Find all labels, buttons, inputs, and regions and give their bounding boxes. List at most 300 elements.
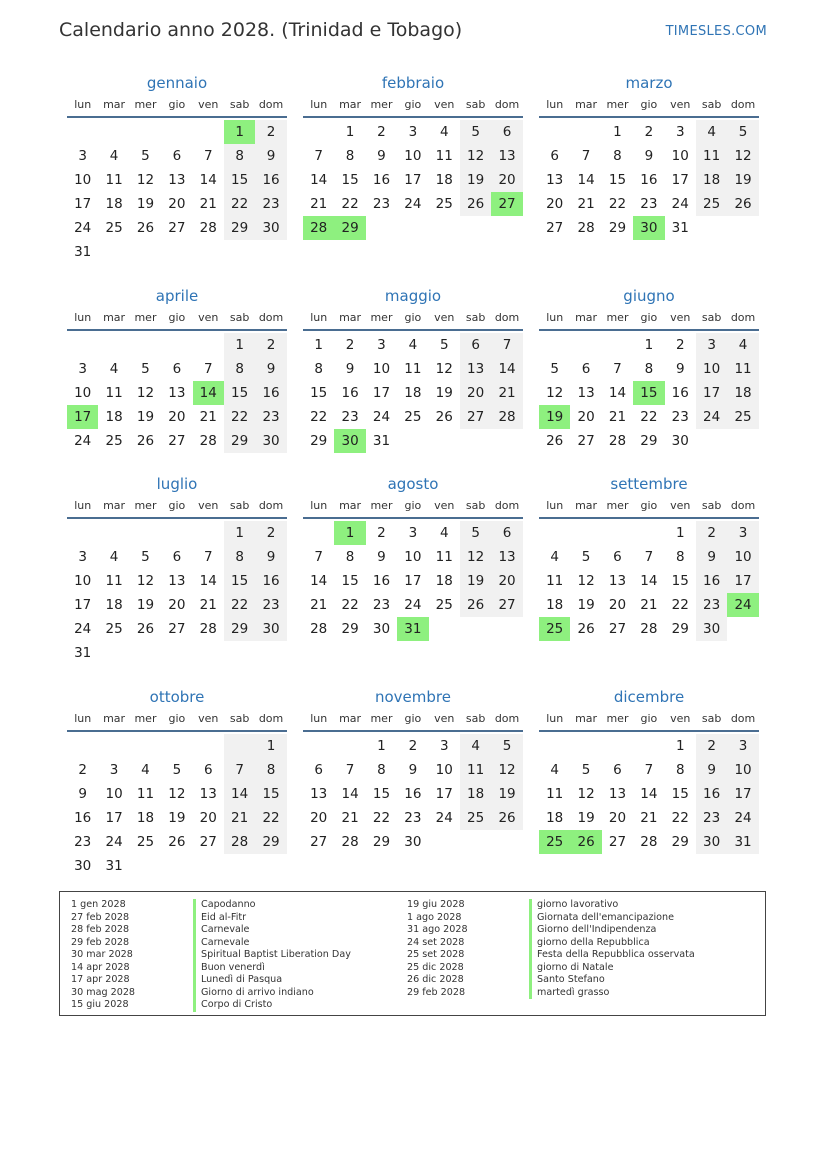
empty-day [67, 734, 98, 758]
day: 21 [224, 806, 255, 830]
day: 25 [460, 806, 491, 830]
weekday-label: mer [370, 311, 393, 324]
month-settembre [539, 473, 759, 641]
weekday-header [539, 307, 759, 331]
day: 26 [546, 433, 564, 449]
weekday-label: mer [134, 499, 157, 512]
day: 14 [341, 786, 359, 802]
day: 13 [491, 144, 522, 168]
day: 2 [78, 762, 87, 778]
day: 6 [613, 762, 622, 778]
day: 2 [644, 124, 654, 140]
day: 9 [644, 148, 654, 164]
day: 14 [310, 172, 328, 188]
empty-day [303, 521, 334, 545]
day: 28 [199, 621, 217, 637]
day: 23 [696, 806, 727, 830]
day: 9 [377, 549, 386, 565]
holiday-legend [59, 891, 766, 1016]
legend-date: 29 feb 2028 [407, 986, 466, 998]
weekday-label: sab [465, 712, 486, 725]
day: 8 [644, 361, 654, 377]
day: 13 [608, 786, 627, 802]
day: 26 [491, 806, 522, 830]
day: 23 [255, 593, 286, 617]
month-aprile [67, 285, 287, 453]
month-agosto [303, 473, 523, 641]
day: 6 [172, 549, 182, 565]
day: 21 [491, 381, 522, 405]
day: 15 [224, 569, 255, 593]
empty-day [130, 521, 161, 545]
weekday-label: mar [103, 98, 126, 111]
day: 31 [727, 830, 758, 854]
day: 9 [78, 786, 87, 802]
month-ottobre [67, 686, 287, 878]
weekday-label: sab [701, 499, 722, 512]
day: 27 [460, 405, 491, 429]
legend-date: 24 set 2028 [407, 936, 465, 948]
holiday-day: 1 [334, 521, 365, 545]
weekday-label: gio [640, 311, 658, 324]
day: 18 [546, 810, 564, 826]
day: 8 [345, 549, 355, 565]
day: 7 [203, 361, 213, 377]
day: 28 [199, 220, 217, 236]
day: 7 [613, 361, 622, 377]
day: 28 [341, 834, 359, 850]
day: 2 [696, 521, 727, 545]
day: 6 [314, 762, 323, 778]
day: 23 [671, 409, 689, 425]
day: 9 [377, 148, 386, 164]
month-gennaio [67, 72, 287, 264]
empty-day [602, 333, 633, 357]
day: 5 [460, 521, 491, 545]
day: 5 [727, 120, 758, 144]
day: 11 [105, 573, 123, 589]
day-grid [303, 120, 523, 240]
day: 3 [78, 361, 87, 377]
month-febbraio [303, 72, 523, 240]
holiday-day: 25 [539, 617, 570, 641]
day: 3 [408, 525, 418, 541]
day: 20 [168, 409, 186, 425]
day: 8 [675, 549, 685, 565]
day: 18 [105, 409, 123, 425]
day: 4 [550, 762, 559, 778]
day: 22 [671, 810, 689, 826]
day-grid [303, 734, 523, 854]
day: 27 [168, 621, 186, 637]
day: 12 [136, 385, 155, 401]
day: 15 [255, 782, 286, 806]
day: 14 [608, 385, 627, 401]
day: 24 [404, 196, 422, 212]
weekday-label: mer [134, 98, 157, 111]
day-grid [67, 333, 287, 453]
day: 1 [224, 521, 255, 545]
day: 30 [74, 858, 92, 874]
day-grid [67, 734, 287, 878]
legend-date: 25 dic 2028 [407, 961, 464, 973]
day: 13 [199, 786, 217, 802]
day: 16 [696, 569, 727, 593]
weekday-label: ven [434, 712, 455, 725]
day: 25 [727, 405, 758, 429]
day: 1 [345, 124, 355, 140]
day: 24 [696, 405, 727, 429]
day: 15 [671, 786, 689, 802]
day: 8 [255, 758, 286, 782]
day: 17 [435, 786, 453, 802]
day: 21 [640, 810, 658, 826]
holiday-day: 1 [224, 120, 255, 144]
holiday-day: 17 [67, 405, 98, 429]
day: 24 [372, 409, 391, 425]
day: 18 [105, 597, 123, 613]
legend-holiday-name: giorno della Repubblica [529, 937, 695, 950]
empty-day [161, 120, 192, 144]
day: 12 [435, 361, 453, 377]
day: 14 [491, 357, 522, 381]
day: 24 [74, 433, 92, 449]
day: 30 [255, 617, 286, 641]
day: 29 [671, 621, 689, 637]
day: 1 [644, 337, 654, 353]
day: 25 [105, 621, 123, 637]
day: 3 [439, 738, 449, 754]
day: 13 [608, 573, 627, 589]
day: 13 [310, 786, 328, 802]
day: 23 [255, 192, 286, 216]
legend-holiday-name: Santo Stefano [529, 974, 695, 987]
day: 24 [74, 621, 92, 637]
day: 28 [608, 433, 627, 449]
day: 30 [372, 621, 391, 637]
day: 16 [696, 782, 727, 806]
day: 5 [460, 120, 491, 144]
day: 21 [310, 597, 328, 613]
day: 9 [255, 144, 286, 168]
day: 27 [491, 593, 522, 617]
empty-day [602, 734, 633, 758]
weekday-label: ven [198, 712, 219, 725]
day: 30 [696, 617, 727, 641]
day: 12 [577, 573, 595, 589]
month-giugno [539, 285, 759, 453]
day: 18 [435, 573, 453, 589]
day: 22 [341, 196, 359, 212]
day: 4 [109, 361, 119, 377]
weekday-label: dom [494, 499, 520, 512]
day: 6 [613, 549, 622, 565]
empty-day [539, 734, 570, 758]
legend-names-col2 [529, 899, 695, 999]
day: 25 [435, 196, 453, 212]
day: 9 [255, 357, 286, 381]
day: 27 [546, 220, 564, 236]
weekday-label: gio [640, 712, 658, 725]
day: 8 [224, 357, 255, 381]
empty-day [334, 734, 365, 758]
day: 16 [404, 786, 422, 802]
day: 20 [546, 196, 564, 212]
day-grid [67, 521, 287, 665]
day: 20 [310, 810, 328, 826]
day: 3 [675, 124, 685, 140]
weekday-header [67, 495, 287, 519]
day: 13 [546, 172, 564, 188]
holiday-day: 24 [727, 593, 758, 617]
weekday-label: dom [730, 712, 756, 725]
empty-day [67, 521, 98, 545]
legend-holiday-name: martedì grasso [529, 987, 695, 1000]
weekday-label: dom [494, 712, 520, 725]
day: 3 [727, 734, 758, 758]
weekday-header [303, 495, 523, 519]
day: 14 [640, 786, 658, 802]
empty-day [98, 521, 129, 545]
day: 12 [460, 545, 491, 569]
day: 22 [372, 810, 391, 826]
day: 28 [310, 621, 328, 637]
day: 22 [224, 593, 255, 617]
holiday-day: 15 [633, 381, 664, 405]
day: 23 [372, 597, 391, 613]
month-name: ottobre [149, 688, 205, 706]
day: 7 [314, 148, 323, 164]
legend-names-col1 [193, 899, 351, 1012]
weekday-header [67, 94, 287, 118]
day: 19 [727, 168, 758, 192]
day: 24 [671, 196, 689, 212]
day: 1 [675, 525, 685, 541]
day: 23 [372, 196, 391, 212]
legend-date: 1 gen 2028 [71, 899, 126, 910]
weekday-label: lun [310, 712, 328, 725]
day: 10 [372, 361, 391, 377]
day: 6 [550, 148, 559, 164]
day: 15 [310, 385, 328, 401]
day: 24 [404, 597, 422, 613]
day: 16 [255, 168, 286, 192]
empty-day [98, 734, 129, 758]
day: 19 [435, 385, 453, 401]
month-luglio [67, 473, 287, 665]
empty-day [67, 120, 98, 144]
day: 29 [255, 830, 286, 854]
day: 22 [640, 409, 658, 425]
weekday-label: ven [198, 499, 219, 512]
day: 19 [577, 810, 595, 826]
day: 31 [74, 244, 92, 260]
day: 6 [460, 333, 491, 357]
weekday-label: dom [258, 311, 284, 324]
day: 11 [435, 549, 453, 565]
day: 16 [372, 172, 391, 188]
day: 29 [310, 433, 328, 449]
weekday-label: ven [670, 499, 691, 512]
legend-date: 15 giu 2028 [71, 999, 129, 1010]
weekday-label: mer [370, 98, 393, 111]
day: 30 [696, 830, 727, 854]
weekday-label: sab [229, 499, 250, 512]
day-grid [539, 521, 759, 641]
day: 27 [608, 621, 627, 637]
day: 24 [727, 806, 758, 830]
day: 11 [105, 385, 123, 401]
day: 2 [255, 120, 286, 144]
day: 14 [199, 573, 217, 589]
day: 30 [255, 216, 286, 240]
day: 4 [727, 333, 758, 357]
day: 5 [141, 549, 150, 565]
day: 5 [172, 762, 182, 778]
holiday-day: 28 [303, 216, 334, 240]
empty-day [633, 521, 664, 545]
empty-day [633, 734, 664, 758]
weekday-label: gio [168, 311, 186, 324]
day: 24 [105, 834, 123, 850]
day: 5 [581, 762, 591, 778]
day: 16 [255, 381, 286, 405]
day: 14 [224, 782, 255, 806]
day: 10 [105, 786, 123, 802]
empty-day [539, 333, 570, 357]
day: 11 [460, 758, 491, 782]
empty-day [98, 120, 129, 144]
site-link[interactable]: TIMESLES.COM [665, 24, 767, 39]
day: 5 [141, 361, 150, 377]
weekday-label: dom [494, 98, 520, 111]
holiday-day: 25 [539, 830, 570, 854]
day: 10 [404, 549, 422, 565]
weekday-label: mar [339, 98, 362, 111]
weekday-label: ven [198, 98, 219, 111]
day: 3 [78, 148, 87, 164]
legend-holiday-name: Festa della Repubblica osservata [529, 949, 695, 962]
day: 15 [341, 573, 359, 589]
day: 2 [377, 124, 386, 140]
day: 20 [491, 168, 522, 192]
day: 6 [491, 521, 522, 545]
weekday-label: gio [640, 499, 658, 512]
day-grid [539, 120, 759, 240]
day: 13 [168, 385, 186, 401]
month-name: gennaio [146, 74, 208, 92]
day: 31 [105, 858, 123, 874]
legend-holiday-name: Carnevale [193, 937, 351, 950]
day: 3 [377, 337, 386, 353]
weekday-label: mer [370, 499, 393, 512]
day: 8 [377, 762, 386, 778]
empty-day [303, 120, 334, 144]
weekday-header [303, 307, 523, 331]
day: 12 [546, 385, 564, 401]
day: 24 [74, 220, 92, 236]
month-maggio [303, 285, 523, 453]
legend-date: 27 feb 2028 [71, 911, 130, 923]
day: 16 [640, 172, 658, 188]
empty-day [193, 333, 224, 357]
empty-day [161, 734, 192, 758]
day: 13 [460, 357, 491, 381]
day: 19 [460, 168, 491, 192]
legend-holiday-name: Carnevale [193, 924, 351, 937]
day: 22 [224, 405, 255, 429]
legend-date: 14 apr 2028 [71, 961, 130, 973]
day: 15 [608, 172, 627, 188]
weekday-label: sab [701, 311, 722, 324]
day: 2 [377, 525, 386, 541]
empty-day [570, 333, 601, 357]
weekday-label: mar [339, 311, 362, 324]
day: 18 [105, 196, 123, 212]
day: 17 [105, 810, 123, 826]
day: 23 [74, 834, 92, 850]
day: 24 [435, 810, 453, 826]
day: 3 [696, 333, 727, 357]
day: 11 [105, 172, 123, 188]
weekday-label: ven [670, 98, 691, 111]
day: 16 [74, 810, 92, 826]
day: 27 [168, 433, 186, 449]
day: 10 [727, 545, 758, 569]
day: 20 [608, 810, 627, 826]
day: 26 [168, 834, 186, 850]
weekday-label: sab [229, 311, 250, 324]
day: 26 [727, 192, 758, 216]
empty-day [161, 333, 192, 357]
weekday-label: mar [103, 499, 126, 512]
day-grid [539, 333, 759, 453]
day: 18 [696, 168, 727, 192]
legend-dates-col2 [407, 899, 468, 999]
month-name: giugno [623, 287, 675, 305]
month-name: maggio [384, 287, 442, 305]
day: 8 [613, 148, 622, 164]
day: 2 [408, 738, 418, 754]
weekday-label: sab [701, 712, 722, 725]
day: 7 [314, 549, 323, 565]
day: 4 [408, 337, 418, 353]
month-name: aprile [155, 287, 199, 305]
day: 27 [168, 220, 186, 236]
weekday-label: lun [310, 311, 328, 324]
day: 9 [675, 361, 685, 377]
day: 19 [136, 409, 155, 425]
day: 5 [550, 361, 559, 377]
weekday-label: gio [404, 499, 422, 512]
empty-day [539, 521, 570, 545]
day: 7 [224, 758, 255, 782]
day: 25 [136, 834, 155, 850]
month-name: settembre [610, 475, 688, 493]
day: 16 [341, 385, 359, 401]
weekday-label: lun [546, 499, 564, 512]
day: 21 [199, 597, 217, 613]
day: 26 [435, 409, 453, 425]
day: 17 [404, 172, 422, 188]
day: 19 [136, 196, 155, 212]
day: 20 [491, 569, 522, 593]
month-name: marzo [625, 74, 673, 92]
day: 26 [136, 433, 155, 449]
day: 30 [404, 834, 422, 850]
day: 8 [224, 144, 255, 168]
day: 6 [491, 120, 522, 144]
